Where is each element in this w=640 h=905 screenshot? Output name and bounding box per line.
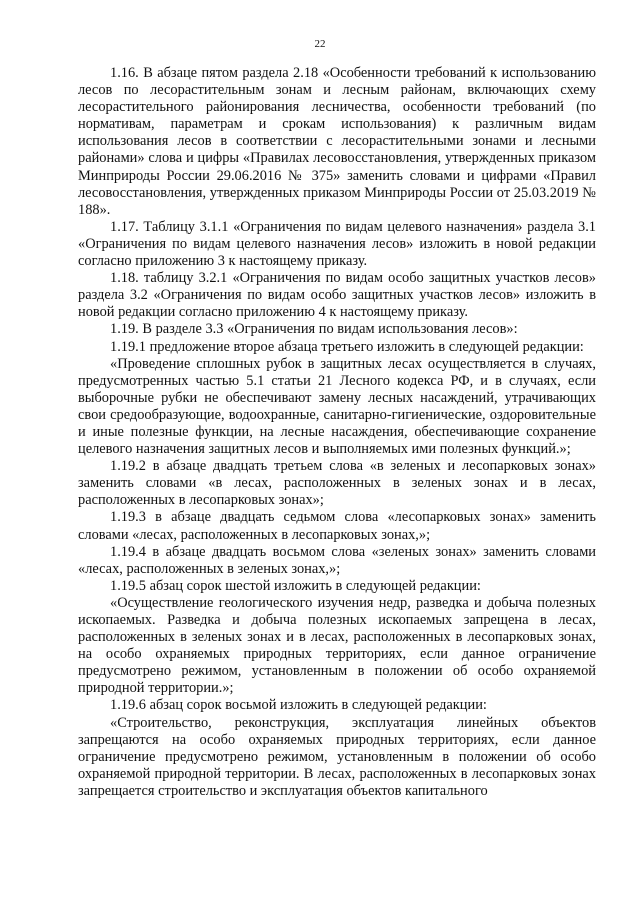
quote-clear-cutting: «Проведение сплошных рубок в защитных лесах осуществляется в случаях, предусмотренных частью 5.1 статьи 21 Лесного кодекса РФ, и в случаях, если выборочные рубки не обеспечивают замену лесных насаждений, утрачивающих свои средообразующие, водоохранные, санитарно-гигиенические, оздоровительные и иные полезные функции, на лесные насаждения, обеспечивающие сохранение целевого назначения защитных лесов и выполняемых ими полезных функций.»; bbox=[78, 355, 596, 458]
page-number: 22 bbox=[314, 38, 326, 50]
paragraph-1-19-5: 1.19.5 абзац сорок шестой изложить в следующей редакции: bbox=[110, 577, 481, 594]
quote-geological-study: «Осуществление геологического изучения недр, разведка и добыча полезных ископаемых. Разведка и добыча полезных ископаемых запрещена в лесах, расположенных в зеленых зонах и в лесах, расположенных в лесопарковых зонах, на особо охраняемых природных территориях, если данное ограничение предусмотрено режимом, установленным в положении об особо охраняемой природной территории.»; bbox=[78, 594, 596, 697]
quote-linear-objects: «Строительство, реконструкция, эксплуатация линейных объектов запрещаются на особо охраняемых природных территориях, если данное ограничение предусмотрено режимом, установленным в положении об особо охраняемой природной территории. В лесах, расположенных в лесопарковых зонах запрещается строительство и эксплуатация объектов капитального bbox=[78, 714, 596, 799]
document-body bbox=[78, 65, 596, 800]
paragraph-1-19-6: 1.19.6 абзац сорок восьмой изложить в следующей редакции: bbox=[110, 697, 487, 714]
paragraph-1-18: 1.18. таблицу 3.2.1 «Ограничения по видам особо защитных участков лесов» раздела 3.2 «Ограничения по видам особо защитных участков лесов» изложить в новой редакции согласно приложению 4 к настоящему приказу. bbox=[78, 270, 596, 321]
paragraph-1-17: 1.17. Таблицу 3.1.1 «Ограничения по видам целевого назначения» раздела 3.1 «Ограничения по видам целевого назначения лесов» изложить в новой редакции согласно приложению 3 к настоящему приказу. bbox=[78, 218, 596, 270]
paragraph-1-19: 1.19. В разделе 3.3 «Ограничения по видам использования лесов»: bbox=[110, 321, 518, 338]
paragraph-1-19-4: 1.19.4 в абзаце двадцать восьмом слова «зеленых зонах» заменить словами «лесах, расположенных в зеленых зонах,»; bbox=[78, 543, 596, 577]
paragraph-1-16: 1.16. В абзаце пятом раздела 2.18 «Особенности требований к использованию лесов по лесорастительным зонам и лесным районам, включающих схему лесорастительного районирования лесничества, особенности требований (по нормативам, параметрам и срокам использования) к различным видам использования лесов в соответствии с лесорастительными зонами и лесными районами» слова и цифры «Правилах лесовосстановления, утвержденных приказом Минприроды России 29.06.2016 № 375» заменить словами и цифрами «Правил лесовосстановления, утвержденных приказом Минприроды России от 25.03.2019 № 188». bbox=[78, 65, 596, 218]
paragraph-1-19-3: 1.19.3 в абзаце двадцать седьмом слова «лесопарковых зонах» заменить словами «лесах, расположенных в лесопарковых зонах,»; bbox=[78, 509, 596, 543]
paragraph-1-19-1: 1.19.1 предложение второе абзаца третьего изложить в следующей редакции: bbox=[110, 338, 584, 355]
paragraph-1-19-2: 1.19.2 в абзаце двадцать третьем слова «в зеленых и лесопарковых зонах» заменить словами «в лесах, расположенных в зеленых зонах и в лесах, расположенных в лесопарковых зонах»; bbox=[78, 458, 596, 509]
